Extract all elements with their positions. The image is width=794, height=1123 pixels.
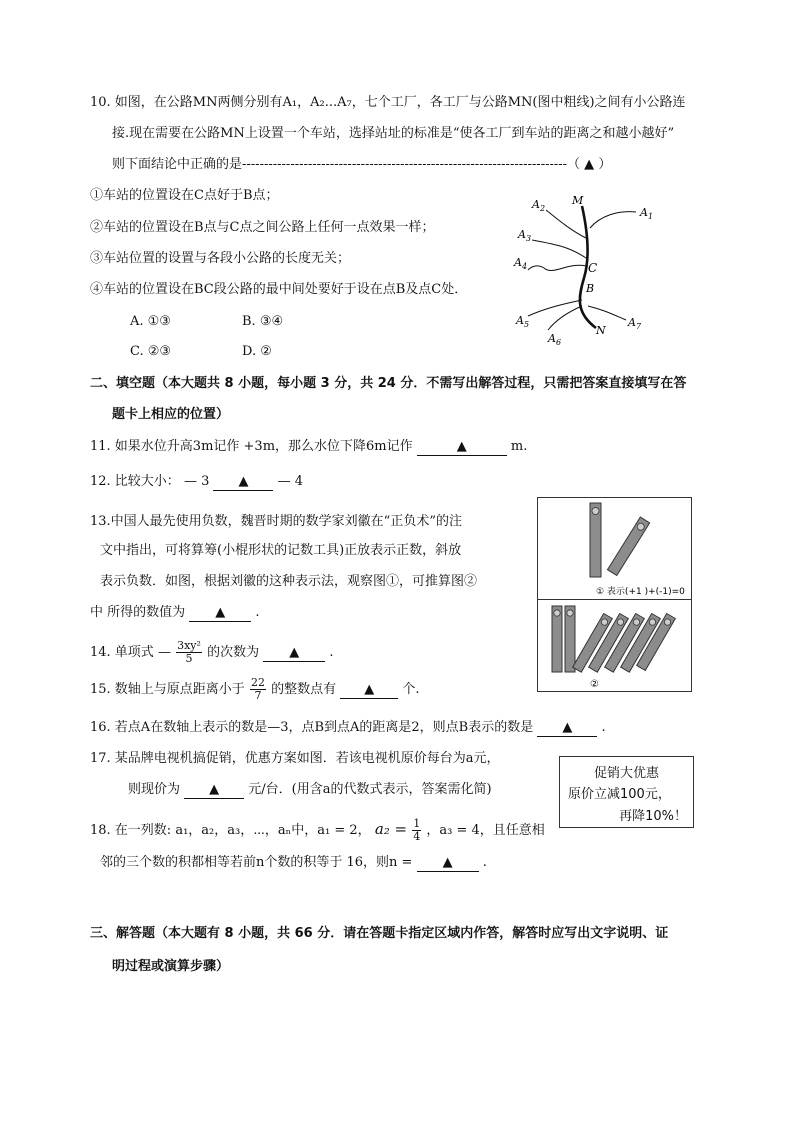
- q18-line2: [100, 854, 487, 872]
- counting-rods-figure: [537, 497, 692, 692]
- q17-line2-prefix: 则现价为: [128, 782, 181, 797]
- promo-box: [559, 756, 694, 828]
- q10-statement-1: ①车站的位置设在C点好于B点；: [90, 188, 279, 203]
- q10-line2: 接.现在需要在公路MN上设置一个车站，选择站址的标准是“使各工厂到车站的距离之和越小越好”: [112, 126, 675, 141]
- q12-prefix: 12. 比较大小： — 3: [90, 474, 210, 489]
- road-to-a3: [532, 240, 586, 258]
- q15-denominator: 7: [254, 689, 262, 702]
- q16: [90, 719, 606, 737]
- q12: [90, 473, 303, 491]
- q16-text: 16. 若点A在数轴上表示的数是—3，点B到点A的距离是2，则点B表示的数是: [90, 720, 534, 735]
- label-a3: $A_3$: [518, 228, 532, 243]
- section-3-header-line2: 明过程或演算步骤）: [112, 959, 230, 974]
- q18-fraction: [412, 818, 421, 843]
- q15-answer-blank[interactable]: ▲: [340, 682, 398, 699]
- q13-dot: .: [255, 605, 260, 620]
- q15-suffix: 的整数点有: [271, 682, 337, 697]
- q16-answer-blank[interactable]: ▲: [537, 720, 597, 737]
- q14-numerator: 3xy²: [177, 639, 201, 652]
- label-a6: $A_6$: [548, 332, 562, 347]
- label-c: C: [588, 261, 598, 275]
- figure1-caption: ① 表示(+1 )+(-1)=0: [596, 587, 685, 597]
- q14-denominator: 5: [185, 652, 193, 665]
- q10-option-a: A. ①③: [130, 314, 171, 329]
- q10-option-b: B. ③④: [242, 314, 284, 329]
- label-a7: $A_7$: [628, 316, 642, 331]
- q14-answer-blank[interactable]: ▲: [263, 645, 325, 662]
- q13-answer-blank[interactable]: ▲: [189, 605, 251, 622]
- q18-line2-text: 邻的三个数的积都相等若前n个数的积等于 16，则n =: [100, 855, 413, 870]
- road-to-a6: [548, 306, 582, 330]
- q15-end: 个.: [402, 682, 420, 697]
- q18-line1-suffix: ，a₃ = 4，且任意相: [426, 823, 545, 838]
- rod-upright-2b: [565, 606, 575, 672]
- road-factories-figure: [508, 188, 658, 348]
- q10-line1: 10. 如图，在公路MN两侧分别有A₁，A₂...A₇，七个工厂，各工厂与公路MN(图中粗线)之间有小公路连: [90, 95, 686, 110]
- q18-dot: .: [482, 855, 487, 870]
- q17-answer-blank[interactable]: ▲: [184, 782, 244, 799]
- label-b: B: [586, 282, 595, 295]
- q15-prefix: 15. 数轴上与原点距离小于: [90, 682, 245, 697]
- q18-a2: a₂ =: [374, 820, 408, 838]
- label-m: M: [572, 194, 584, 207]
- promo-line3: 再降10%！: [619, 809, 687, 824]
- q15-fraction: [250, 677, 266, 702]
- label-n: N: [596, 324, 606, 337]
- q10-statement-3: ③车站位置的设置与各段小公路的长度无关；: [90, 251, 351, 266]
- road-to-a1: [590, 212, 636, 228]
- q17-line1: 17. 某品牌电视机搞促销，优惠方案如图．若该电视机原价每台为a元，: [90, 751, 500, 766]
- q18-numerator: 1: [413, 817, 421, 830]
- q13-line4-text: 中 所得的数值为: [90, 605, 186, 620]
- q13-line1: 13.中国人最先使用负数，魏晋时期的数学家刘徽在“正负术”的注: [90, 514, 462, 529]
- section-2-header-line1: 二、填空题（本大题共 8 小题，每小题 3 分，共 24 分．不需写出解答过程，只需把答案直接填写在答: [90, 376, 687, 391]
- road-to-a7: [588, 306, 626, 320]
- q12-answer-blank[interactable]: ▲: [213, 474, 273, 491]
- q18-line1-prefix: 18. 在一列数: a₁，a₂，a₃，⋯，aₙ中，a₁ = 2，: [90, 823, 371, 838]
- figure2-caption: ②: [590, 679, 599, 690]
- road-to-a4: [528, 265, 586, 270]
- rod-slanted: [607, 517, 649, 575]
- q10-statement-2: ②车站的位置设在B点与C点之间公路上任何一点效果一样；: [90, 220, 435, 235]
- q13-line2: 文中指出，可将算筹(小棍形状的记数工具)正放表示正数，斜放: [100, 543, 462, 558]
- q10-statement-4: ④车站的位置设在BC段公路的最中间处要好于设在点B及点C处．: [90, 282, 468, 297]
- q15-numerator: 22: [250, 676, 265, 689]
- label-a2: $A_2$: [532, 198, 546, 213]
- road-to-a2: [546, 210, 586, 238]
- road-to-a5: [528, 300, 582, 316]
- q17-line2: [128, 781, 492, 799]
- q11: [90, 438, 527, 456]
- q15: [90, 673, 420, 707]
- q18-denominator: 4: [413, 830, 421, 843]
- q18-answer-blank[interactable]: ▲: [417, 855, 479, 872]
- label-a5: $A_5$: [516, 314, 530, 329]
- q18-line1: [90, 812, 545, 848]
- q12-suffix: — 4: [277, 474, 304, 489]
- q10-option-c: C. ②③: [130, 344, 172, 359]
- q13-line4: [90, 604, 260, 622]
- q13-line3: 表示负数．如图，根据刘徽的这种表示法，观察图①，可推算图②: [100, 574, 478, 589]
- q16-dot: .: [601, 720, 606, 735]
- q14-dot: .: [329, 645, 334, 660]
- q11-text: 11. 如果水位升高3m记作 +3m，那么水位下降6m记作: [90, 439, 413, 454]
- q10-option-d: D. ②: [242, 344, 272, 359]
- rod-upright-2a: [552, 606, 562, 672]
- q11-answer-blank[interactable]: ▲: [417, 439, 507, 456]
- promo-title: 促销大优惠: [593, 766, 659, 781]
- q17-line2-suffix: 元/台．(用含a的代数式表示，答案需化简): [248, 782, 492, 797]
- q14-prefix: 14. 单项式 —: [90, 645, 171, 660]
- q14: [90, 636, 334, 670]
- rod-upright: [590, 503, 601, 577]
- section-3-header-line1: 三、解答题（本大题有 8 小题，共 66 分．请在答题卡指定区域内作答，解答时应写出文字说明、证: [90, 926, 669, 941]
- label-a4: $A_4$: [514, 256, 528, 271]
- q14-suffix: 的次数为: [207, 645, 260, 660]
- q14-fraction: [176, 640, 202, 665]
- q10-line3: 则下面结论中正确的是--------------------------------------------------------------------------（ ▲ ）: [112, 157, 612, 172]
- section-2-header-line2: 题卡上相应的位置）: [112, 407, 230, 422]
- q11-unit: m.: [510, 439, 528, 454]
- promo-line2: 原价立减100元，: [568, 787, 671, 802]
- label-a1: $A_1$: [640, 206, 654, 221]
